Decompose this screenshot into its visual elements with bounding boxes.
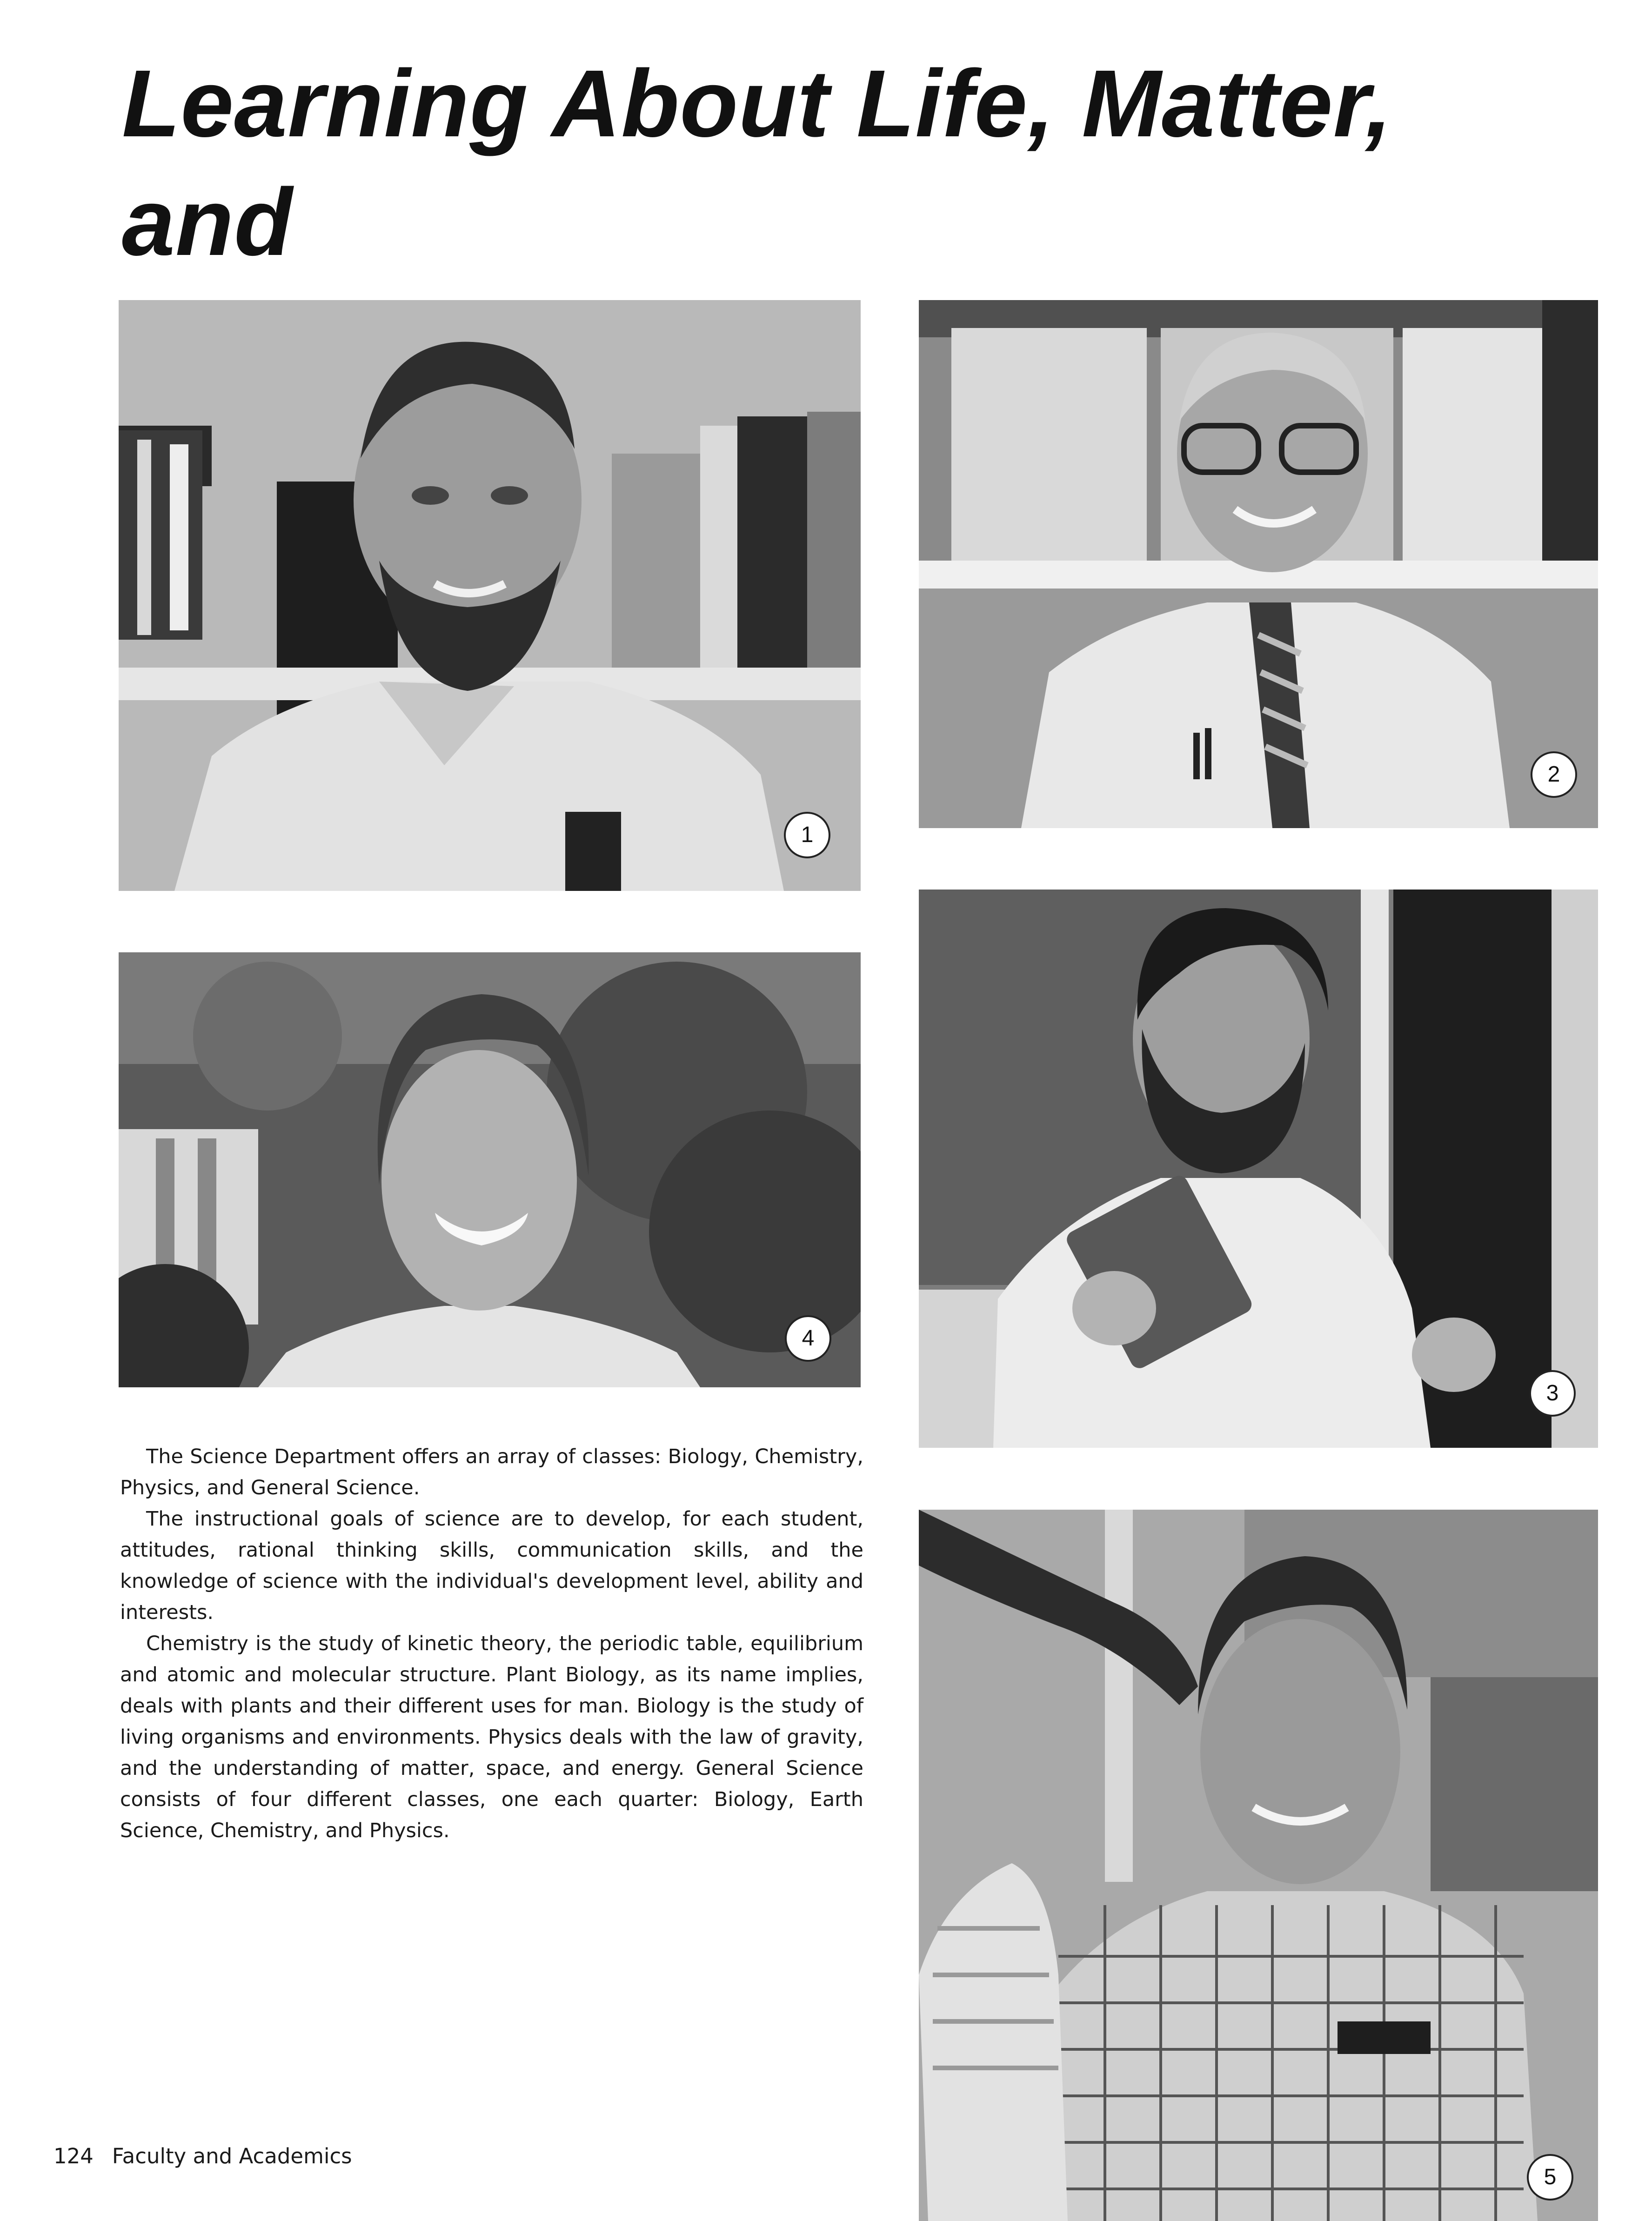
photo-4-number-badge: 4 — [785, 1315, 831, 1362]
photo-3-number-badge: 3 — [1529, 1370, 1576, 1417]
body-paragraph-1: The Science Department offers an array of classes: Biology, Chemistry, Physics, and General Science. — [120, 1445, 863, 1499]
photo-1 — [119, 300, 861, 891]
photo-4-image — [119, 952, 861, 1387]
photo-4 — [119, 952, 861, 1387]
photo-2-number-badge: 2 — [1531, 751, 1577, 798]
photo-5 — [919, 1510, 1598, 2221]
photo-1-image — [119, 300, 861, 891]
photo-1-number-badge: 1 — [784, 812, 830, 858]
page-footer — [54, 2144, 352, 2168]
body-paragraph-3: Chemistry is the study of kinetic theory, the periodic table, equilibrium and atomic and molecular structure. Plant Biology, as its name implies, deals with plants and their different uses for man. Biology is the study of living organisms and environments. Physics deals with the law of gravity, and the understanding of matter, space, and energy. General Science consists of four different classes, one each quarter: Biology, Earth Science, Chemistry, and Physics. — [120, 1632, 863, 1842]
photo-3 — [919, 890, 1598, 1448]
photo-5-image — [919, 1510, 1598, 2221]
photo-2-image — [919, 300, 1598, 828]
photo-5-number-badge: 5 — [1527, 2154, 1573, 2201]
headline-line-1: Learning About Life, Matter, and — [122, 50, 1393, 275]
body-copy — [120, 1441, 863, 1846]
photo-3-image — [919, 890, 1598, 1448]
photo-2 — [919, 300, 1598, 828]
body-paragraph-2: The instructional goals of science are to develop, for each student, attitudes, rational thinking skills, communication skills, and the knowledge of science with the individual's development level, ability and interests. — [120, 1507, 863, 1624]
section-name: Faculty and Academics — [112, 2144, 352, 2168]
page-number: 124 — [54, 2144, 94, 2168]
